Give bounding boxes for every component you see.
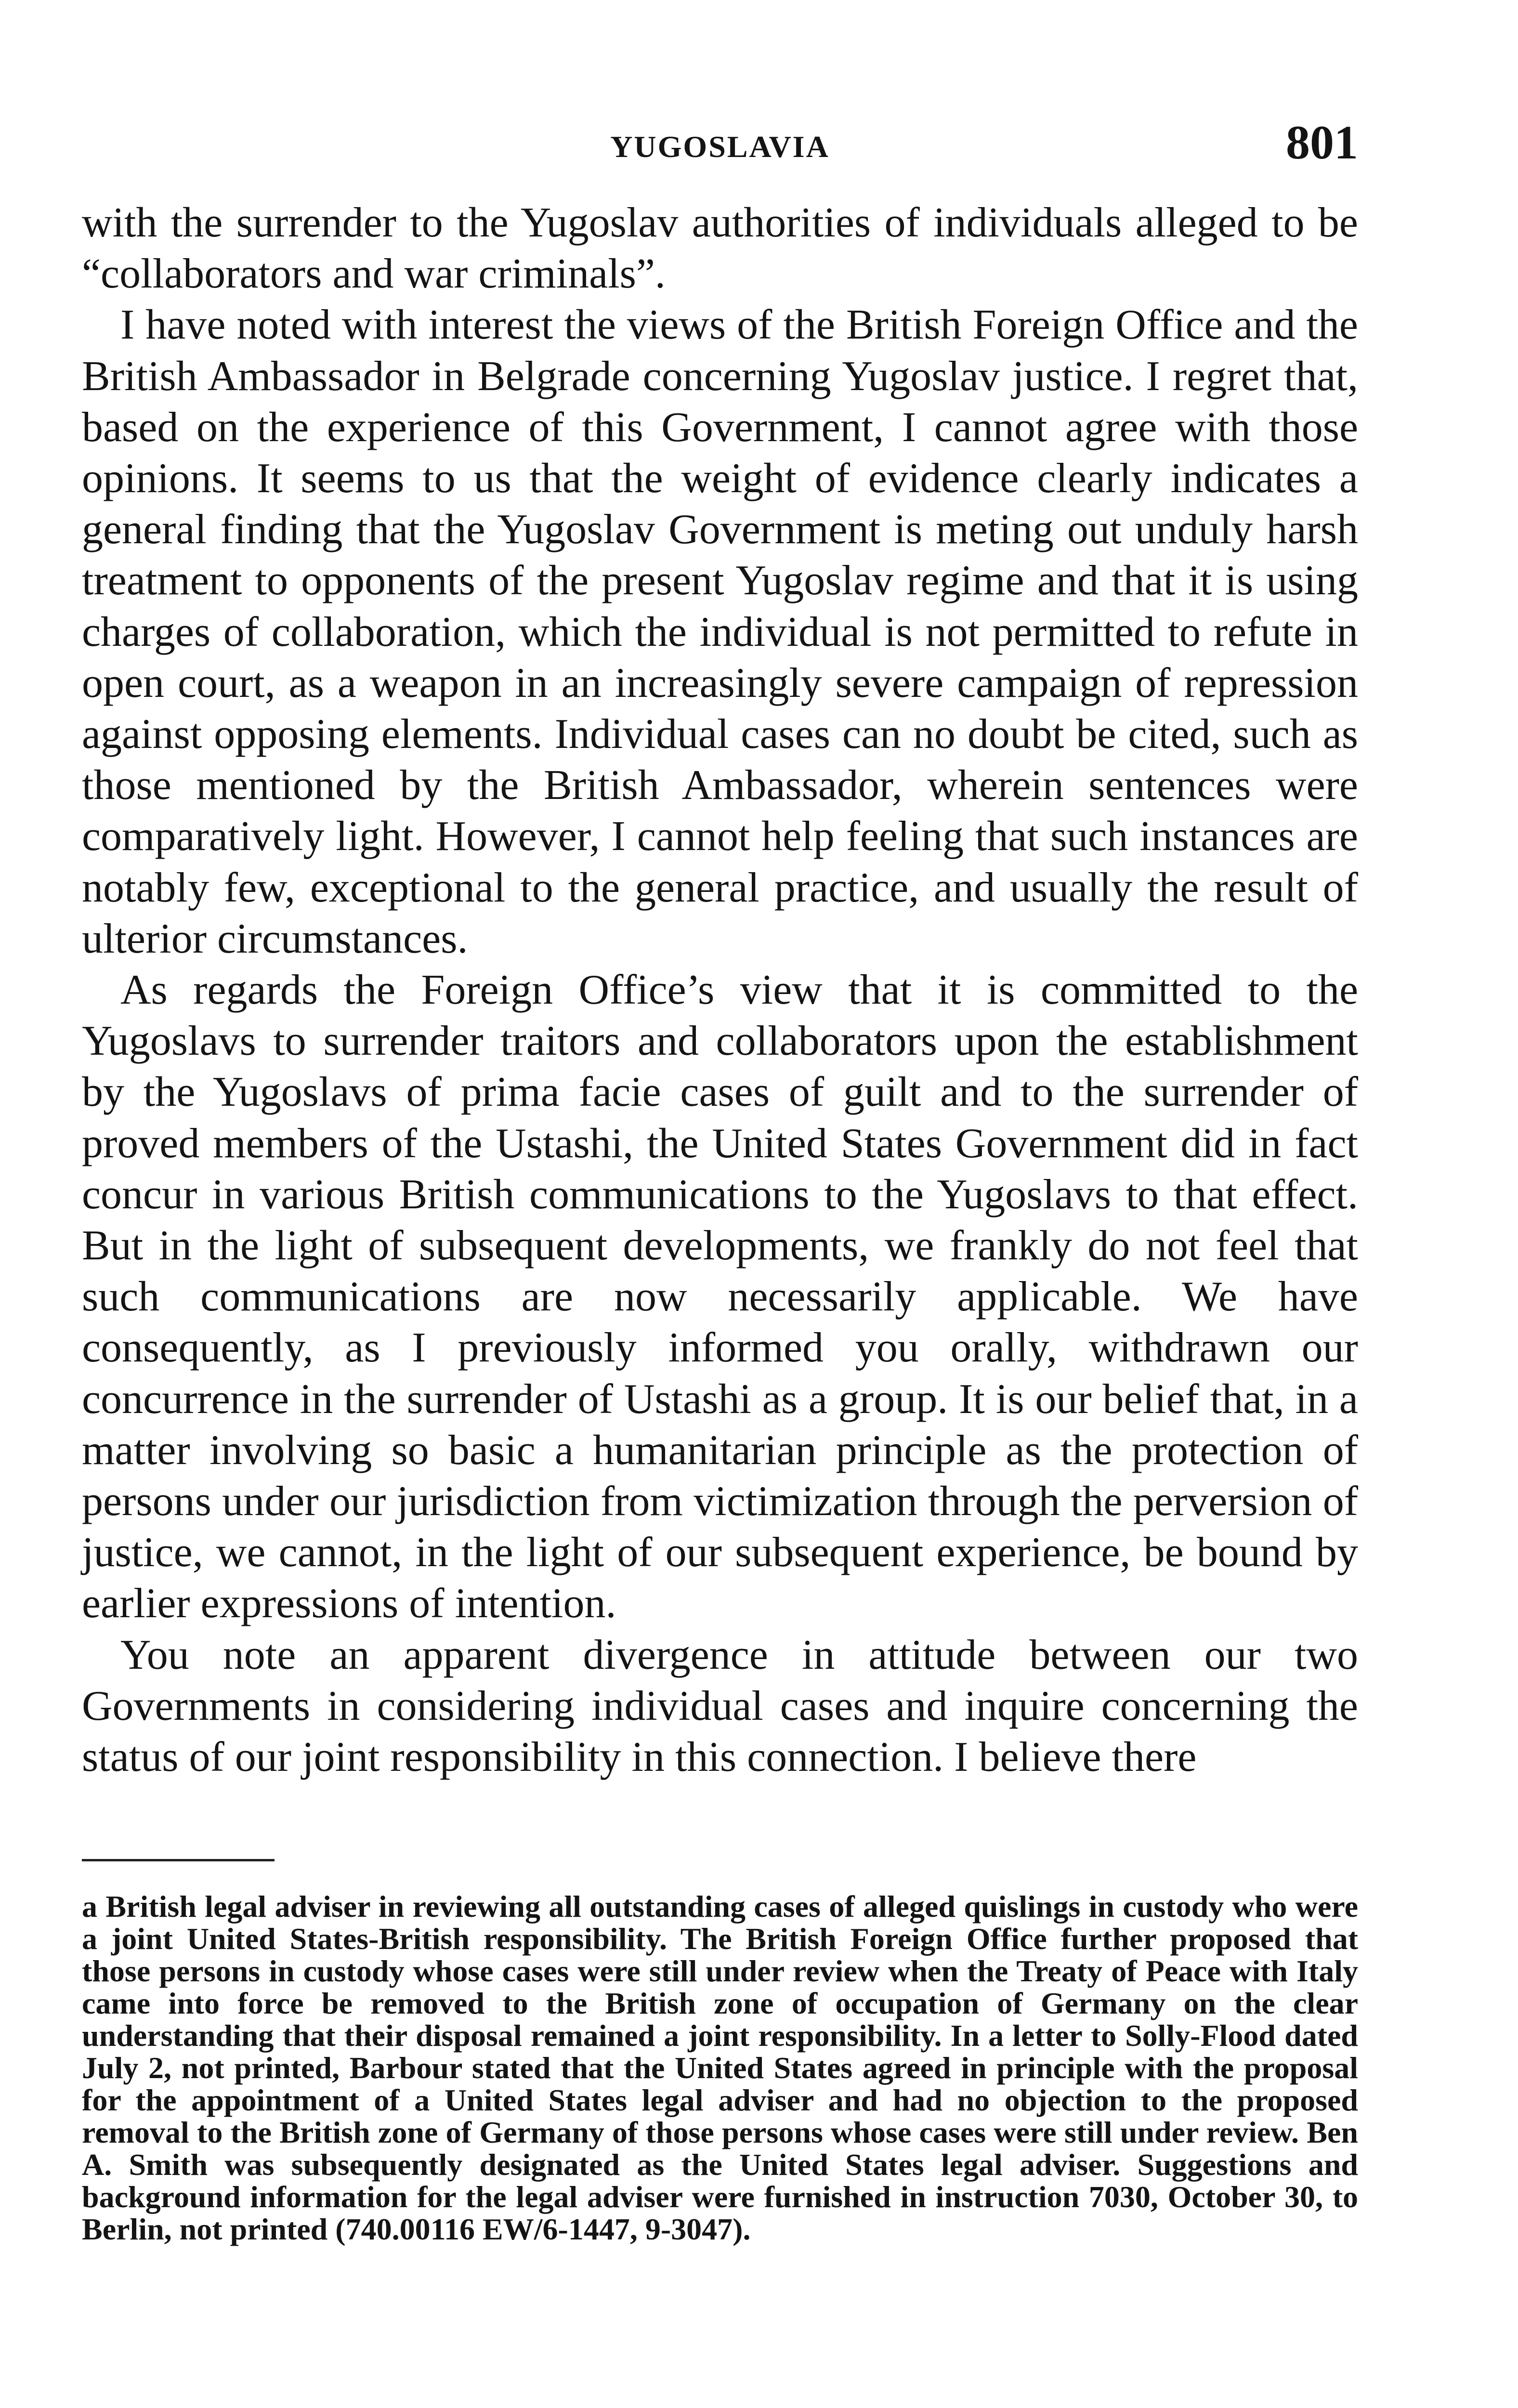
paragraph: You note an apparent divergence in attitude between our two Governments in considering individual cases and inquire concerning the status of our joint responsibility in this connection. I believe there	[82, 1631, 1358, 1781]
page-header	[82, 115, 1358, 177]
paragraph: I have noted with interest the views of the British Foreign Office and the British Ambassador in Belgrade concerning Yugoslav justice. I regret that, based on the experience of this Government, I cannot agree with those opinions. It seems to us that the weight of evidence clearly indicates a general finding that the Yugoslav Government is meting out unduly harsh treatment to opponents of the present Yugoslav regime and that it is using charges of collaboration, which the individual is not permitted to refute in open court, as a weapon in an increasingly severe campaign of repression against opposing elements. Individual cases can no doubt be cited, such as those mentioned by the British Ambassador, wherein sentences were comparatively light. However, I cannot help feeling that such instances are notably few, exceptional to the general practice, and usually the result of ulterior circumstances.	[82, 301, 1358, 962]
running-title: YUGOSLAVIA	[610, 130, 830, 164]
footnote	[82, 1890, 1358, 2245]
body-text	[82, 197, 1358, 1783]
page-number: 801	[1286, 116, 1358, 169]
paragraph: As regards the Foreign Office’s view that it is committed to the Yugoslavs to surrender traitors and collaborators upon the establishment by the Yugoslavs of prima facie cases of guilt and to the surrender of proved members of the Ustashi, the United States Government did in fact concur in various British communications to the Yugoslavs to that effect. But in the light of subsequent developments, we frankly do not feel that such communications are now necessarily applicable. We have consequently, as I previously informed you orally, withdrawn our concurrence in the surrender of Ustashi as a group. It is our belief that, in a matter involving so basic a humanitarian principle as the protection of persons under our jurisdiction from victimization through the perversion of justice, we cannot, in the light of our subsequent experience, be bound by earlier expressions of intention.	[82, 967, 1358, 1627]
footnote-text: a British legal adviser in reviewing all outstanding cases of alleged quislings in custody who were a joint United States-British responsibility. The British Foreign Office further proposed that those persons in custody whose cases were still under review when the Treaty of Peace with Italy came into force be removed to the British zone of occupation of Germany on the clear understanding that their disposal remained a joint responsibility. In a letter to Solly-Flood dated July 2, not printed, Barbour stated that the United States agreed in principle with the proposal for the appointment of a United States legal adviser and had no objection to the proposed removal to the British zone of Germany of those persons whose cases were still under review. Ben A. Smith was subsequently designated as the United States legal adviser. Suggestions and background information for the legal adviser were furnished in instruction 7030, October 30, to Berlin, not printed (740.00116 EW/6-1447, 9-3047).	[82, 1889, 1358, 2246]
paragraph-continuation: with the surrender to the Yugoslav authorities of individuals alleged to be “collaborators and war criminals”.	[82, 199, 1358, 298]
footnote-divider	[82, 1859, 275, 1861]
